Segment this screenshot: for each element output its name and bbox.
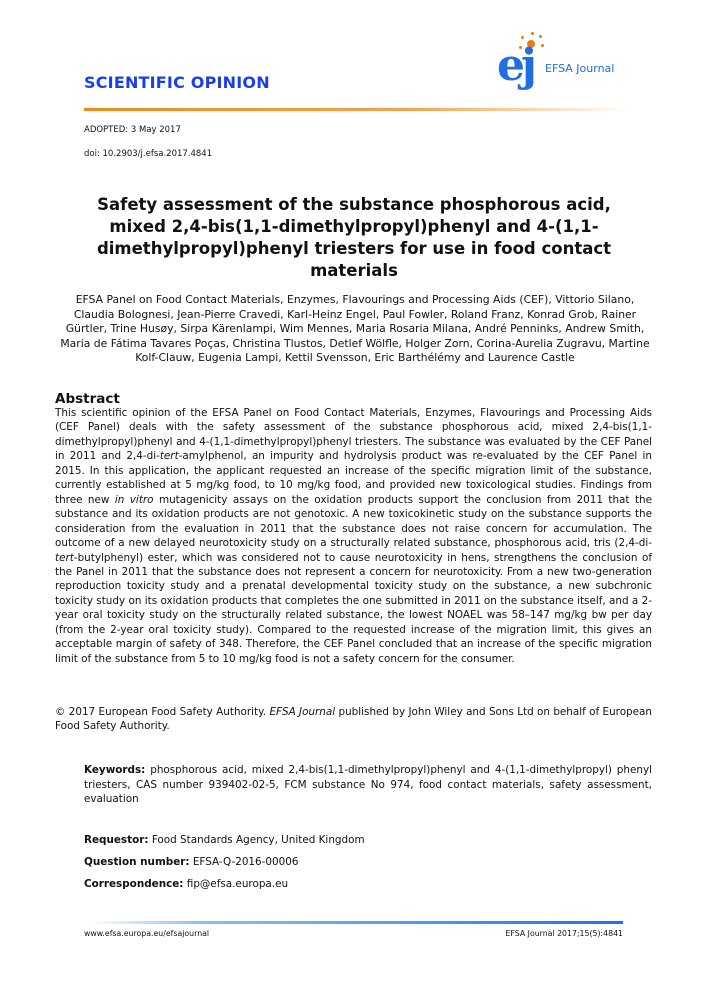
abstract-text: mutagenicity assays on the oxidation products support the conclusion from 2011 that the substance and its oxidation products are not genotoxic. A new toxicokinetic study on the substance supports the consideration from the evaluation in 2011 that the substance does not raise concern for accumulation. The outcome of a new delayed neurotoxicity study on a structurally related substance, phosphorous acid, tris (2,4-di- [55, 493, 652, 550]
question-value: EFSA-Q-2016-00006 [189, 856, 299, 868]
logo-mark: ej [497, 40, 533, 91]
requestor-value: Food Standards Agency, United Kingdom [148, 834, 365, 846]
logo-text: EFSA Journal [545, 62, 615, 75]
copyright-text: published by John Wiley and Sons Ltd on behalf of European Food Safety Authority. [55, 706, 652, 733]
correspondence-email[interactable]: fip@efsa.europa.eu [183, 878, 289, 890]
requestor [84, 834, 365, 846]
abstract-text: This scientific opinion of the EFSA Panel on Food Contact Materials, Enzymes, Flavourings and Processing Aids (CEF Panel) deals with the safety assessment of the substance phosphorous acid, mixed 2,4-bis(1,1-dimethylpropyl)phenyl and 4-(1,1-dimethylpropyl)phenyl triesters. The substance was evaluated by the CEF Panel in 2011 and 2,4-di- [55, 407, 652, 463]
footer-divider [90, 921, 623, 924]
logo-dot [539, 35, 542, 38]
keywords-text: phosphorous acid, mixed 2,4-bis(1,1-dimethylpropyl)phenyl and 4-(1,1-dimethylpropyl) phenyl triesters, CAS number 939402-02-5, FCM substance No 974, food contact materials, safety assessment, evaluation [84, 764, 652, 806]
requestor-label: Requestor: [84, 834, 149, 846]
footer-url[interactable]: www.efsa.europa.eu/efsajournal [84, 929, 210, 938]
correspondence [84, 878, 288, 890]
logo-dot [521, 36, 524, 39]
correspondence-label: Correspondence: [84, 878, 184, 890]
copyright-text: © 2017 European Food Safety Authority. [55, 706, 270, 718]
abstract-italic: in vitro [114, 493, 154, 506]
header-divider [84, 108, 629, 111]
abstract-italic: tert [55, 551, 74, 564]
question-label: Question number: [84, 856, 190, 868]
logo-dot [541, 44, 544, 47]
document-title: Safety assessment of the substance phosphorous acid, mixed 2,4-bis(1,1-dimethylpropyl)phenyl and 4-(1,1-dimethylpropyl)phenyl triesters for use in food contact materials [96, 195, 612, 280]
adopted-date: ADOPTED: 3 May 2017 [84, 125, 181, 135]
efsa-journal-logo [497, 30, 627, 102]
copyright-notice [55, 705, 652, 734]
author-list: EFSA Panel on Food Contact Materials, Enzymes, Flavourings and Processing Aids (CEF), Vittorio Silano, Claudia Bolognesi, Jean-Pierre Cravedi, Karl-Heinz Engel, Paul Fowler, Roland Franz, Konrad Grob, Rainer Gürtler, Trine Husøy, Sirpa Kärenlampi, Wim Mennes, Maria Rosaria Milana, André Penninks, Andrew Smith, Maria de Fátima Tavares Poças, Christina Tlustos, Detlef Wölfle, Holger Zorn, Corina-Aurelia Zugravu, Martine Kolf-Clauw, Eugenia Lampi, Kettil Svensson, Eric Barthélémy and Laurence Castle [60, 293, 650, 365]
abstract-text: -butylphenyl) ester, which was considered not to cause neurotoxicity in hens, strengthens the conclusion of the Panel in 2011 that the substance does not represent a concern for neurotoxicity. From a new two-generation reproduction toxicity study and a prenatal developmental toxicity study on the substance, a new subchronic toxicity study on its oxidation products that completes the one submitted in 2011 on the substance itself, and a 2-year oral toxicity study on the structurally related substance, the lowest NOAEL was 58–147 mg/kg bw per day (from the 2-year oral toxicity study). Compared to the requested increase of the migration limit, this gives an acceptable margin of safety of 348. Therefore, the CEF Panel concluded that an increase of the specific migration limit of the substance from 5 to 10 mg/kg food is not a safety concern for the consumer. [55, 551, 652, 665]
keywords-label: Keywords: [84, 764, 146, 776]
question-number [84, 856, 298, 868]
abstract-heading: Abstract [55, 391, 120, 407]
logo-dot [531, 32, 534, 35]
section-label: SCIENTIFIC OPINION [84, 73, 270, 92]
footer-citation: EFSA Journal 2017;15(5):4841 [505, 929, 623, 938]
journal-name: EFSA Journal [269, 706, 336, 718]
abstract-italic: tert [159, 450, 179, 463]
keywords [84, 763, 652, 807]
abstract-body [55, 406, 652, 666]
abstract-text: -amylphenol, an impurity and hydrolysis product was re-evaluated by the CEF Panel in 2015. In this application, the applicant requested an increase of the specific migration limit of the substance, currently established at 5 mg/kg food, to 10 mg/kg food, and provided new toxicological studies. Findings from three new [55, 450, 652, 506]
doi[interactable]: doi: 10.2903/j.efsa.2017.4841 [84, 149, 213, 159]
